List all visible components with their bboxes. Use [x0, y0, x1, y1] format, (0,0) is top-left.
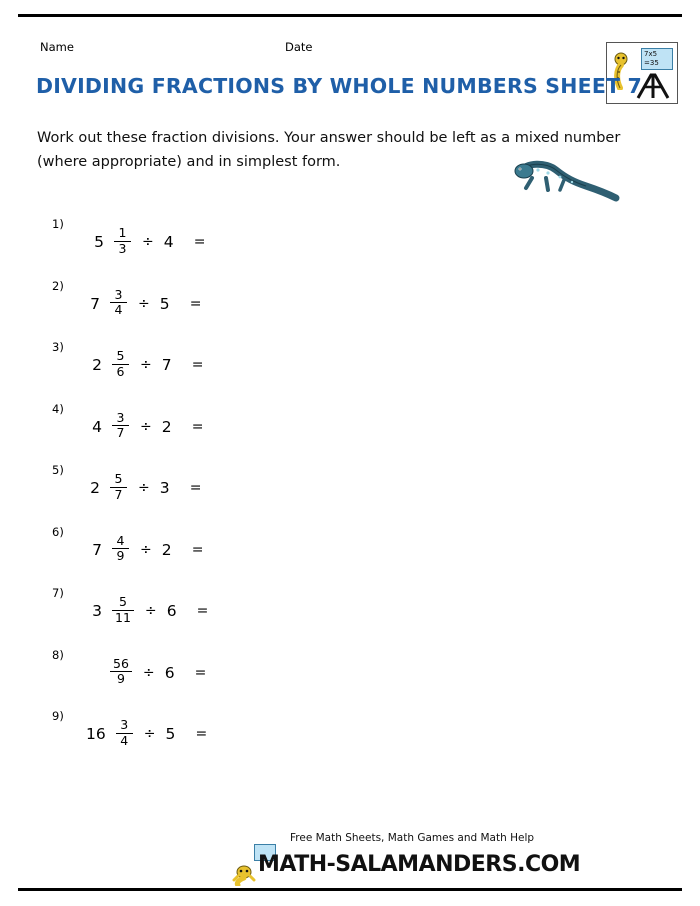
question-expression — [110, 655, 207, 687]
instructions-line-1: Work out these fraction divisions. Your answer should be left as a mixed number — [37, 130, 621, 146]
division-operator: ÷ — [142, 234, 154, 250]
equals-sign: = — [189, 295, 202, 312]
fraction — [112, 350, 129, 378]
question-number: 2) — [52, 278, 64, 293]
name-label: Name — [40, 40, 74, 54]
question-row — [0, 643, 700, 705]
fraction-numerator: 3 — [120, 717, 129, 732]
fraction-denominator: 4 — [120, 732, 129, 748]
whole-number: 2 — [90, 479, 100, 497]
question-row — [0, 335, 700, 397]
fraction-denominator: 9 — [116, 671, 125, 686]
divisor: 6 — [164, 663, 175, 682]
divisor: 4 — [163, 233, 174, 251]
fraction — [114, 227, 131, 255]
question-list — [0, 212, 700, 766]
question-expression — [86, 532, 204, 564]
fraction-numerator: 5 — [114, 471, 123, 486]
equals-sign: = — [191, 541, 204, 558]
top-divider — [18, 14, 682, 17]
fraction-denominator: 9 — [116, 548, 125, 563]
footer — [0, 832, 700, 888]
question-row — [0, 520, 700, 582]
question-expression — [86, 348, 204, 379]
question-number: 4) — [52, 401, 64, 416]
equals-sign: = — [191, 418, 204, 435]
divisor: 2 — [161, 417, 172, 436]
date-label: Date — [285, 40, 313, 54]
division-operator: ÷ — [140, 541, 152, 558]
question-number: 9) — [52, 709, 64, 723]
bottom-divider — [18, 888, 682, 891]
equals-sign: = — [191, 357, 204, 373]
question-expression — [86, 717, 208, 748]
division-operator: ÷ — [143, 726, 156, 742]
question-row — [0, 397, 700, 459]
whole-number: 7 — [92, 540, 102, 559]
divisor: 5 — [165, 725, 176, 743]
logo-chalkboard: 7x5 =35 — [641, 48, 673, 70]
question-expression — [84, 286, 202, 318]
division-operator: ÷ — [138, 295, 150, 312]
question-expression — [88, 225, 206, 256]
salamander-icon — [232, 846, 256, 886]
fraction — [116, 719, 133, 747]
fraction — [112, 409, 129, 440]
whole-number: 3 — [92, 602, 102, 620]
division-operator: ÷ — [144, 603, 157, 619]
fraction-denominator: 11 — [115, 609, 131, 625]
fraction-denominator: 6 — [116, 363, 125, 379]
question-number: 5) — [52, 463, 64, 477]
division-operator: ÷ — [142, 664, 155, 681]
fraction — [110, 286, 127, 317]
fraction-denominator: 7 — [114, 486, 123, 502]
footer-brand: MATH-SALAMANDERS.COM — [258, 852, 581, 877]
whole-number: 5 — [94, 233, 104, 251]
question-number: 7) — [52, 586, 64, 600]
equals-sign: = — [194, 664, 207, 681]
whole-number: 16 — [86, 725, 106, 743]
divisor: 7 — [161, 356, 172, 374]
question-expression — [86, 594, 209, 625]
fraction-numerator: 4 — [116, 532, 125, 548]
fraction-denominator: 4 — [114, 302, 123, 317]
fraction-numerator: 1 — [118, 225, 127, 240]
footer-tagline: Free Math Sheets, Math Games and Math Help — [290, 832, 535, 844]
equals-sign: = — [196, 603, 209, 619]
whole-number: 2 — [92, 356, 102, 374]
division-operator: ÷ — [140, 357, 152, 373]
fraction-numerator: 5 — [116, 348, 125, 363]
question-row — [0, 704, 700, 766]
fraction — [112, 532, 129, 563]
divisor: 6 — [166, 602, 177, 620]
divisor: 5 — [159, 294, 170, 313]
fraction-numerator: 56 — [113, 655, 129, 671]
fraction — [112, 596, 134, 624]
divisor: 2 — [161, 540, 172, 559]
instructions-line-2: (where appropriate) and in simplest form. — [37, 154, 341, 170]
question-number: 3) — [52, 340, 64, 354]
equals-sign: = — [193, 234, 206, 250]
equals-sign: = — [195, 726, 208, 742]
whole-number: 4 — [92, 417, 102, 436]
division-operator: ÷ — [138, 480, 150, 496]
page-title: DIVIDING FRACTIONS BY WHOLE NUMBERS SHEET 7 — [36, 74, 643, 98]
question-row — [0, 274, 700, 336]
question-row — [0, 458, 700, 520]
fraction-numerator: 5 — [118, 594, 127, 609]
question-row — [0, 212, 700, 274]
equals-sign: = — [189, 480, 202, 496]
question-row — [0, 581, 700, 643]
question-expression — [84, 471, 202, 502]
division-operator: ÷ — [140, 418, 152, 435]
fraction-denominator: 3 — [118, 240, 127, 256]
fraction — [110, 473, 127, 501]
fraction — [110, 655, 132, 686]
question-number: 8) — [52, 647, 64, 662]
fraction-numerator: 3 — [116, 409, 125, 425]
lizard-icon — [512, 156, 622, 212]
whole-number: 7 — [90, 294, 100, 313]
fraction-denominator: 7 — [116, 425, 125, 440]
divisor: 3 — [159, 479, 170, 497]
fraction-numerator: 3 — [114, 286, 123, 302]
question-number: 1) — [52, 217, 64, 231]
question-number: 6) — [52, 524, 64, 539]
question-expression — [86, 409, 204, 441]
